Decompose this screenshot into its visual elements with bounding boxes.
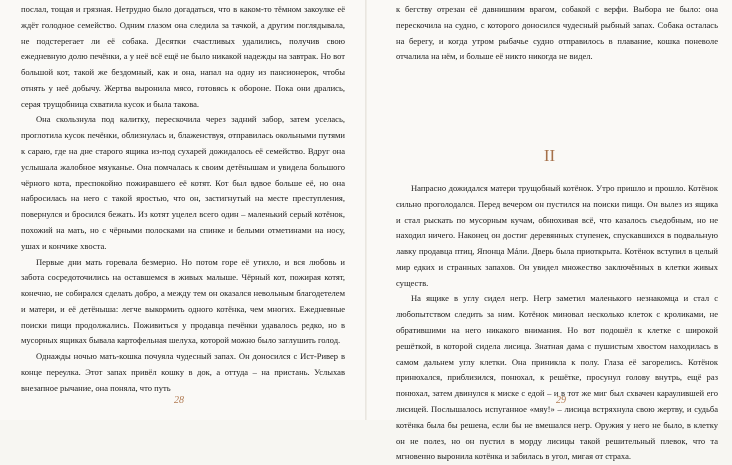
left-page xyxy=(0,0,365,420)
chapter-numeral: II xyxy=(543,146,556,165)
page-number-right: 29 xyxy=(556,395,566,406)
paragraph: Первые дни мать горевала безмерно. Но потом горе её утихло, и вся любовь и забота сосредоточились на оставшемся в живых малыше. Чёрный кот, пожирая котят, конечно, не собирался сделать добро, а между тем он оказался невольным благодетелем и матери, и её детёныша: легче выкормить одного котёнка, чем многих. Ежедневные поиски пищи продолжались. Поживиться у продавца печёнки удавалось редко, но в мусорных ящиках бывала картофельная шелуха, которой можно было заглушить голод. xyxy=(21,256,345,346)
paragraph: Она скользнула под калитку, перескочила через задний забор, затем уселась, проглотила кусок печёнки, облизнулась и, блаженствуя, отправилась окольными путями к сараю, где на дне старого ящика из-под сухарей дожидалось её семейство. Вдруг она услышала жалобное мяуканье. Она помчалась к своим детёнышам и увидела большого чёрного кота, преспокойно пожиравшего её котят. Кот был вдвое больше её, но она набросилась на него с такой яростью, что он, застигнутый на месте преступления, повернулся и бросился бежать. Из котят уцелел всего один – маленький серый котёнок, похожий на мать, но с чёрными полосками на спинке и белыми отметинами на носу, ушах и кончике хвоста. xyxy=(21,114,345,251)
paragraph: На ящике в углу сидел негр. Негр заметил маленького незнакомца и стал с любопытством следить за ним. Котёнок миновал несколько клеток с кроликами, не обратившими на него никакого внимания. Но вот подошёл к клетке с широкой решёткой, в которой сидела лисица. Знатная дама с пушистым хвостом находилась в самом дальнем углу клетки. Она приникла к полу. Глаза её загорелись. Котёнок принюхался, приблизился, понюхал, к решётке, просунул голову внутрь, ещё раз понюхал, затем двинулся к миске с едой – и в тот же миг был схвачен караулившей его лисицей. Послышалось испуганное «мяу!» – лисица встряхнула свою жертву, и судьба котёнка была бы решена, если бы не вмешался негр. Оружия у него не было, в клетку он не полез, но он пустил в морду лисицы такой решительный плевок, что та мгновенно выронила котёнка и забилась в угол, мигая от страха. xyxy=(396,293,718,462)
paragraph: Однажды ночью мать-кошка почуяла чудесный запах. Он доносился с Ист-Ривер в конце переулка. Этот запах привёл кошку в док, а оттуда – на пристань. Услыхав внезапное рычание, она поняла, что путь xyxy=(21,351,345,393)
right-page-continuation xyxy=(396,2,718,65)
left-page-text xyxy=(21,2,345,397)
page-number-left: 28 xyxy=(174,395,184,406)
right-page xyxy=(367,0,732,462)
paragraph: послал, тощая и грязная. Нетрудно было догадаться, что в каком-то тёмном закоулке её ждёт голодное семейство. Одним глазом она следила за тачкой, а другим поглядывала, не подстерегает ли её собака. Десятки счастливых удалились, получив свою ежедневную долю печёнки, а у неё всё ещё не было никакой надежды на завтрак. Но вот большой кот, такой же бездомный, как и она, напал на одну из пансионерок, чтобы отнять у неё добычу. Жертва выронила мясо, готовясь к обороне. Пока они дрались, серая трущобница схватила кусок и была такова. xyxy=(21,4,345,109)
paragraph: к бегству отрезан её давнишним врагом, собакой с верфи. Выбора не было: она перескочила на судно, с которого доносился чудесный рыбный запах. Собака осталась на берегу, и когда утром рыбачье судно отправилось в плавание, кошка поневоле отчалила на нём, и больше её никто никогда не видел. xyxy=(396,4,718,62)
right-page-text xyxy=(396,181,718,465)
paragraph: Напрасно дожидался матери трущобный котёнок. Утро пришло и прошло. Котёнок сильно проголодался. Перед вечером он пустился на поиски пищи. Он вылез из ящика и стал рыскать по мусорным кучам, обнюхивая всё, что казалось съедобным, но не находил ничего. Наконец он достиг деревянных ступенек, спускавшихся в подвальную лавку продавца птиц, Японца Мáли. Дверь была приоткрыта. Котёнок вступил в целый мир едких и странных запахов. Он увидел множество заключённых в клетки живых существ. xyxy=(396,183,718,288)
